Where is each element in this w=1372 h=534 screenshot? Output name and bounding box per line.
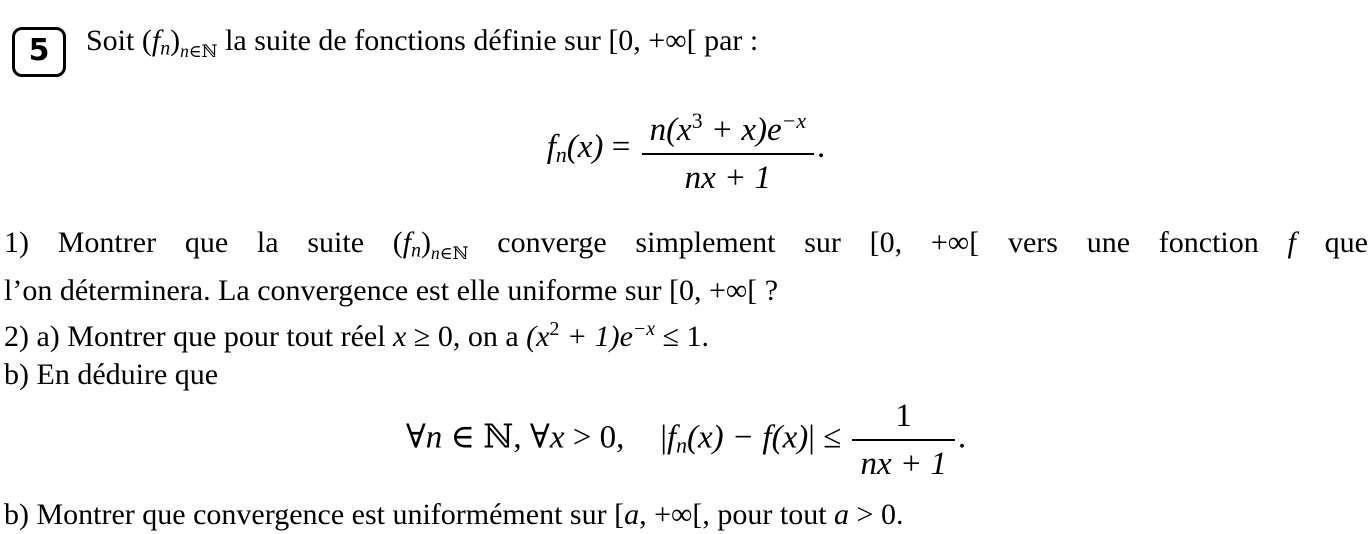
question-1-line-1 [4, 224, 1368, 272]
numerator-part-1: n(x [649, 111, 692, 148]
intro-text-2: la suite de fonctions définie sur [217, 24, 609, 57]
exponent-3: 3 [691, 109, 703, 133]
question-2b-final-line [4, 496, 1368, 534]
q2a-text-2: ≥ 0, on a [406, 319, 527, 353]
fraction-numerator [642, 101, 814, 153]
q2a-math-2: + 1)e [559, 319, 633, 353]
in-N-text: ∈ ℕ, [442, 419, 530, 456]
fraction-definition [642, 101, 814, 198]
subscript-n: n [160, 37, 171, 60]
math-var-n: n [425, 419, 443, 456]
exponent-minus-x: −x [632, 317, 656, 340]
q1-text-6: ? [757, 273, 779, 307]
period: . [817, 129, 826, 166]
q1-text-5: l’on déterminera. La convergence est elle uniforme sur [4, 273, 669, 307]
formula-uniform-bound [4, 396, 1368, 484]
q1-text-3: vers une fonction [979, 225, 1288, 259]
subscript-n: n [411, 239, 422, 262]
math-args-x: (x) [566, 129, 604, 166]
q2a-text-3: ≤ 1. [655, 319, 710, 353]
fraction-denominator: nx + 1 [642, 153, 814, 198]
q1-text-1: 1) Montrer que la suite [4, 225, 393, 259]
q2a-text-1: 2) a) Montrer que pour tout réel [4, 319, 394, 353]
exercise-number: 5 [28, 33, 50, 68]
open-paren: ( [141, 24, 152, 57]
intro-line [4, 22, 1368, 77]
math-var-f: f [151, 24, 161, 57]
sequence-subscript-in-N: ∈ℕ [188, 40, 218, 61]
abs-bar-right: | [808, 419, 815, 456]
subscript-n: n [676, 433, 688, 458]
sequence-subscript-n: n [431, 242, 440, 263]
question-2a-line [4, 310, 1368, 356]
math-var-f: f [402, 225, 412, 259]
close-paren: ) [421, 225, 432, 259]
math-var-x: x [393, 319, 407, 353]
question-1-line-2 [4, 272, 1368, 310]
interval-zero-infinity: [0, +∞[ [869, 225, 980, 259]
exercise-number-box [12, 27, 66, 77]
final-text-3: > 0. [849, 497, 904, 531]
q1-text-2: converge simplement sur [468, 225, 870, 259]
math-var-x: x [549, 419, 565, 456]
forall-symbol: ∀ [529, 419, 550, 456]
exponent-minus-x: −x [781, 109, 807, 133]
leq-symbol: ≤ [814, 419, 850, 456]
interval-zero-infinity: [0, +∞[ [608, 24, 697, 57]
open-bracket: [ [614, 497, 625, 531]
fraction-bound [852, 396, 954, 484]
greater-than-zero: > 0, [564, 419, 625, 456]
abs-bar-left: | [660, 419, 667, 456]
intro-text-1: Soit [86, 24, 142, 57]
sequence-subscript-in-N: ∈ℕ [439, 242, 469, 263]
forall-symbol: ∀ [405, 419, 426, 456]
numerator-part-2: + x)e [702, 111, 782, 148]
q2b-text: b) En déduire que [4, 357, 219, 391]
close-paren: ) [170, 24, 181, 57]
final-text-1: b) Montrer que convergence est uniformément sur [4, 497, 615, 531]
difference-expression: (x) − f(x) [687, 419, 809, 456]
question-2b-label [4, 356, 1368, 394]
open-paren: ( [392, 225, 403, 259]
math-var-f: f [1287, 225, 1296, 259]
q1-text-4: que [1295, 225, 1368, 259]
fraction-denominator: nx + 1 [852, 439, 954, 484]
exponent-2: 2 [549, 317, 560, 340]
period: . [957, 419, 967, 456]
intro-text-3: par : [696, 24, 759, 57]
math-var-f: f [546, 129, 556, 166]
math-var-a: a [834, 497, 850, 531]
sequence-subscript-n: n [180, 40, 189, 61]
fraction-numerator: 1 [895, 397, 912, 434]
q2a-math-1: (x [526, 319, 550, 353]
final-text-2: , +∞[, pour tout [639, 497, 835, 531]
equals-sign: = [603, 129, 639, 166]
math-var-a: a [624, 497, 640, 531]
math-var-f: f [666, 419, 677, 456]
formula-fn-definition [4, 101, 1368, 198]
subscript-n: n [555, 142, 567, 167]
interval-zero-infinity: [0, +∞[ [669, 273, 758, 307]
